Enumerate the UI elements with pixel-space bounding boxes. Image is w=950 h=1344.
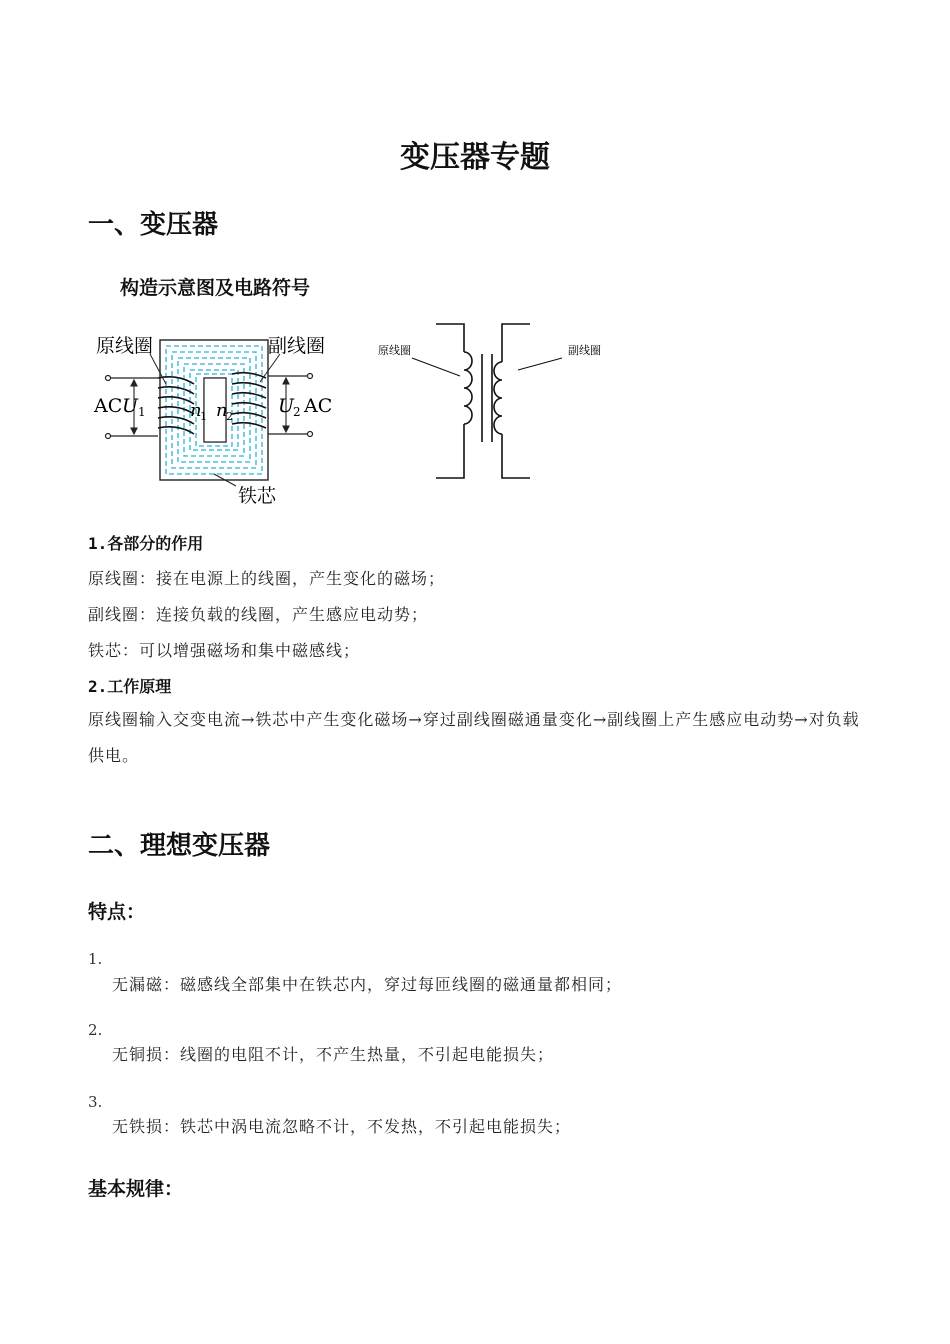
n2-label: n (216, 400, 228, 421)
working-principle-text: 原线圈输入交变电流→铁芯中产生变化磁场→穿过副线圈磁通量变化→副线圈上产生感应电动势→对负载供电。 (88, 710, 860, 765)
feature-item: 无铁损：铁芯中涡电流忽略不计，不发热，不引起电能损失； (112, 1117, 572, 1136)
feature-number: 2. (88, 1021, 103, 1039)
n1-label: n (190, 400, 202, 421)
secondary-coil-label: 副线圈 (268, 335, 326, 357)
parts-function-heading: 1.各部分的作用 (88, 534, 204, 553)
u2-label: U (278, 395, 295, 417)
feature-item: 无漏磁：磁感线全部集中在铁芯内，穿过每匝线圈的磁通量都相同； (112, 975, 623, 994)
u2-subscript: 2 (293, 405, 301, 419)
section-heading-ideal-transformer: 二、理想变压器 (88, 831, 271, 861)
part-line-core: 铁芯：可以增强磁场和集中磁感线； (88, 641, 361, 660)
u1-label: U (122, 395, 139, 417)
transformer-circuit-symbol (372, 318, 622, 486)
ac-left-label: AC (94, 395, 123, 417)
core-label: 铁芯 (238, 485, 277, 507)
part-line-secondary: 副线圈：连接负载的线圈，产生感应电动势； (88, 605, 429, 624)
u1-subscript: 1 (138, 405, 146, 419)
primary-coil-label: 原线圈 (96, 335, 154, 357)
ac-right-label: AC (304, 395, 333, 417)
symbol-primary-label: 原线圈 (378, 344, 411, 357)
symbol-secondary-label: 副线圈 (568, 344, 601, 357)
transformer-structure-diagram (88, 326, 348, 512)
n1-subscript: 1 (200, 410, 207, 423)
structure-subheading: 构造示意图及电路符号 (120, 277, 311, 299)
working-principle-heading: 2.工作原理 (88, 677, 172, 696)
features-heading: 特点： (88, 901, 146, 923)
feature-number: 3. (88, 1093, 103, 1111)
feature-number: 1. (88, 950, 103, 968)
part-line-primary: 原线圈：接在电源上的线圈，产生变化的磁场； (88, 569, 446, 588)
n2-subscript: 2 (226, 410, 233, 423)
section-heading-transformer: 一、变压器 (88, 210, 219, 240)
page-title: 变压器专题 (400, 140, 550, 175)
basic-laws-heading: 基本规律： (88, 1178, 184, 1200)
feature-item: 无铜损：线圈的电阻不计，不产生热量，不引起电能损失； (112, 1045, 555, 1064)
primary-coil (158, 377, 194, 434)
